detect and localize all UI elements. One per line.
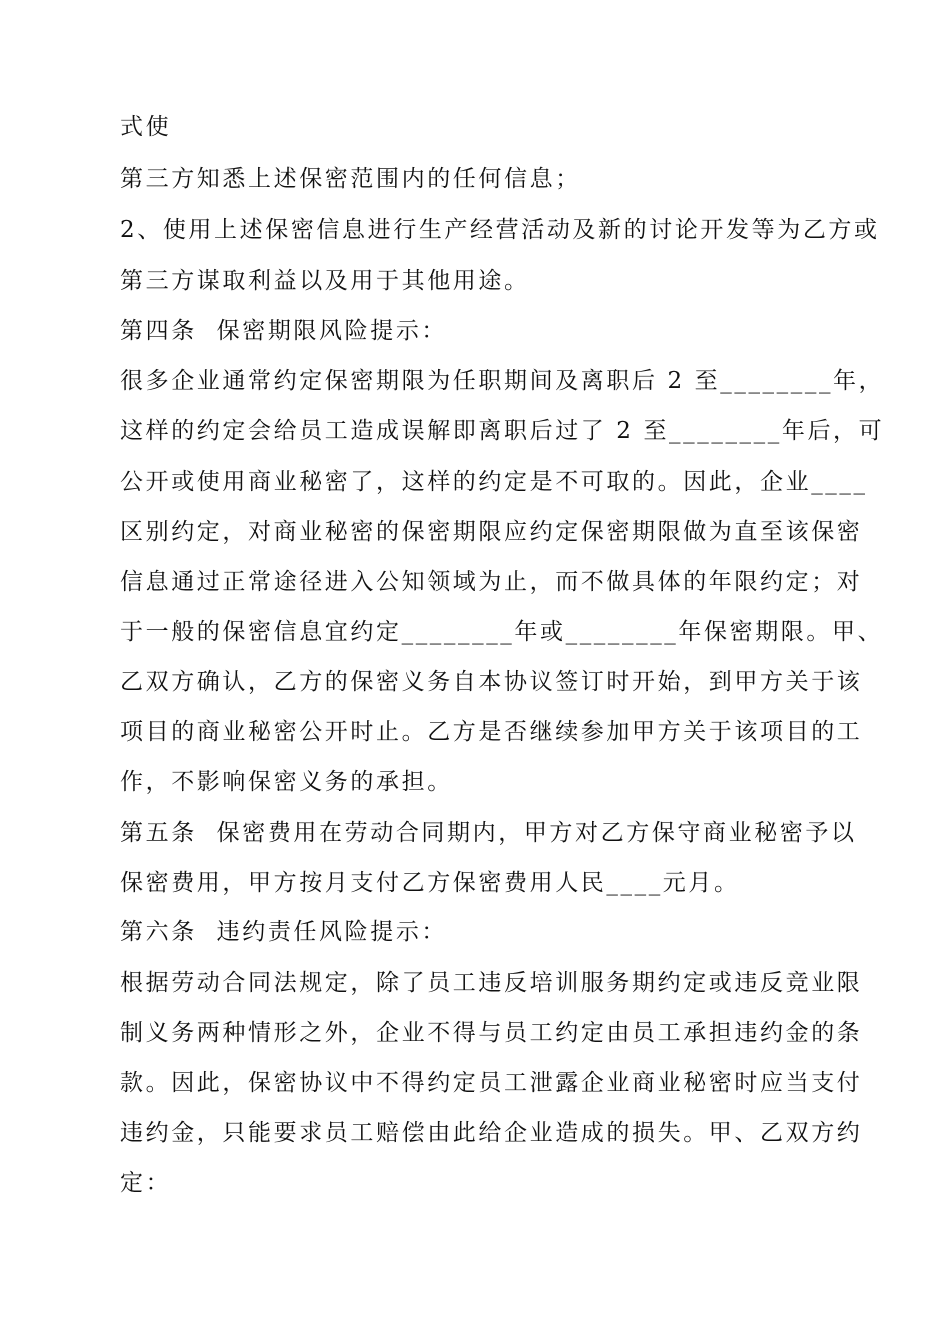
text-line: 第三方知悉上述保密范围内的任何信息； (120, 166, 581, 192)
text-line: 2、使用上述保密信息进行生产经营活动及新的讨论开发等为乙方或 (120, 217, 880, 243)
section-heading: 第五条 保密费用在劳动合同期内，甲方对乙方保守商业秘密予以 (120, 820, 857, 846)
text-line: 制义务两种情形之外，企业不得与员工约定由员工承担违约金的条 (120, 1020, 863, 1046)
text-line: 定： (120, 1170, 172, 1196)
section-heading: 第六条 违约责任风险提示： (120, 919, 448, 945)
text-line: 公开或使用商业秘密了，这样的约定是不可取的。因此，企业____ (120, 469, 868, 495)
text-line: 第三方谋取利益以及用于其他用途。 (120, 268, 530, 294)
text-line: 作，不影响保密义务的承担。 (120, 769, 453, 795)
section-heading: 第四条 保密期限风险提示： (120, 318, 448, 344)
text-line: 信息通过正常途径进入公知领域为止，而不做具体的年限约定；对 (120, 569, 863, 595)
text-line: 于一般的保密信息宜约定________年或________年保密期限。甲、 (120, 619, 884, 645)
text-line: 这样的约定会给员工造成误解即离职后过了 2 至________年后，可 (120, 418, 885, 444)
text-line: 项目的商业秘密公开时止。乙方是否继续参加甲方关于该项目的工 (120, 719, 863, 745)
text-line: 款。因此，保密协议中不得约定员工泄露企业商业秘密时应当支付 (120, 1070, 863, 1096)
text-line: 很多企业通常约定保密期限为任职期间及离职后 2 至________年， (120, 368, 885, 394)
text-line: 区别约定，对商业秘密的保密期限应约定保密期限做为直至该保密 (120, 519, 863, 545)
text-line: 根据劳动合同法规定，除了员工违反培训服务期约定或违反竞业限 (120, 970, 863, 996)
text-line: 违约金，只能要求员工赔偿由此给企业造成的损失。甲、乙双方约 (120, 1120, 863, 1146)
text-line: 乙双方确认，乙方的保密义务自本协议签订时开始，到甲方关于该 (120, 669, 863, 695)
text-line: 保密费用，甲方按月支付乙方保密费用人民____元月。 (120, 870, 740, 896)
text-line: 式使 (120, 114, 172, 140)
